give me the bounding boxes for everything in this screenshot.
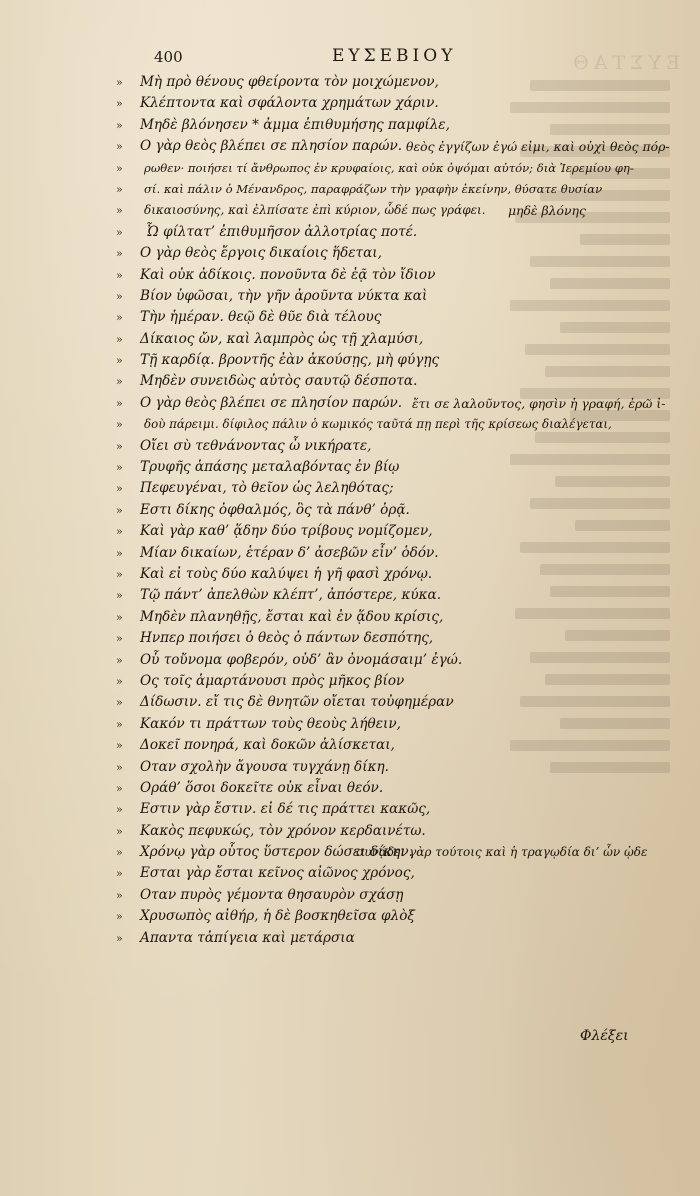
line-text: Κλέπτοντα καὶ σφάλοντα χρημάτων χάριν. — [140, 95, 439, 112]
quote-mark: » — [116, 910, 123, 924]
line-text: Τῷ πάντ’ ἀπελθὼν κλέπτ’, ἀπόστερε, κύκα. — [140, 587, 442, 604]
line-text: Οράθ’ ὅσοι δοκεῖτε οὐκ εἶναι θεόν. — [140, 779, 384, 796]
text-line — [116, 585, 616, 606]
quote-mark: » — [116, 461, 123, 475]
quote-mark: » — [116, 247, 123, 261]
text-line — [116, 928, 616, 949]
text-line — [116, 521, 616, 542]
line-annotation: θεὸς ἐγγίζων ἐγώ εἰμι, καὶ οὐχὶ θεὸς πόρ- — [406, 139, 670, 155]
quote-mark: » — [116, 546, 123, 560]
line-text: Βίον ὑφῶσαι, τὴν γῆν ἀροῦντα νύκτα καὶ — [140, 287, 428, 304]
text-line — [116, 414, 616, 435]
line-text: δοὺ πάρειμι. δίφιλος πάλιν ὁ κωμικός ταῦτά πῃ περὶ τῆς κρίσεως διαλέγεται, — [144, 417, 612, 432]
quote-mark: » — [116, 225, 123, 239]
quote-mark: » — [116, 268, 123, 282]
quote-mark: » — [116, 696, 123, 710]
quote-mark: » — [116, 760, 123, 774]
text-line — [116, 500, 616, 521]
line-text: Κακὸς πεφυκώς, τὸν χρόνον κερδαινέτω. — [140, 822, 426, 839]
quote-mark: » — [116, 396, 123, 410]
quote-mark: » — [116, 567, 123, 581]
text-line — [116, 863, 616, 884]
line-text: Καὶ γὰρ καθ’ ᾅδην δύο τρίβους νομίζομεν, — [140, 523, 433, 540]
text-line — [116, 607, 616, 628]
text-line — [116, 714, 616, 735]
text-line — [116, 307, 616, 328]
text-line — [116, 628, 616, 649]
text-line — [116, 393, 666, 414]
line-text: Τὴν ἡμέραν. θεῷ δὲ θῦε διὰ τέλους — [140, 309, 382, 326]
verse-block — [116, 72, 670, 949]
line-text: Οταν σχολὴν ἄγουσα τυγχάνῃ δίκη. — [140, 758, 389, 775]
line-text: Καὶ οὐκ ἀδίκοις. πονοῦντα δὲ ἐᾷ τὸν ἴδιον — [140, 266, 436, 283]
text-line — [116, 93, 616, 114]
quote-mark: » — [116, 739, 123, 753]
quote-mark: » — [116, 354, 123, 368]
text-line — [116, 200, 616, 221]
quote-mark: » — [116, 653, 123, 667]
quote-mark: » — [116, 674, 123, 688]
line-text: Ὦ φίλτατ’ ἐπιθυμῆσον ἀλλοτρίας ποτέ. — [146, 223, 418, 240]
line-text: Ο γὰρ θεὸς βλέπει σε πλησίον παρών. — [140, 138, 403, 155]
quote-mark: » — [116, 204, 123, 218]
line-text: Δοκεῖ πονηρά, καὶ δοκῶν ἁλίσκεται, — [140, 737, 395, 754]
text-line — [116, 543, 616, 564]
quote-mark: » — [116, 632, 123, 646]
quote-mark: » — [116, 311, 123, 325]
quote-mark: » — [116, 931, 123, 945]
catchword: Φλέξει — [580, 1028, 629, 1044]
quote-mark: » — [116, 781, 123, 795]
quote-mark: » — [116, 140, 123, 154]
line-text: Πεφευγέναι, τὸ θεῖον ὡς λεληθότας; — [140, 480, 394, 497]
line-text: Ηνπερ ποιήσει ὁ θεὸς ὁ πάντων δεσπότης, — [140, 630, 434, 647]
text-line — [116, 778, 616, 799]
text-line — [116, 692, 616, 713]
line-text: Καὶ εἰ τοὺς δύο καλύψει ἡ γῆ φασὶ χρόνῳ. — [140, 565, 433, 582]
line-text: Οταν πυρὸς γέμοντα θησαυρὸν σχάσῃ — [140, 886, 404, 903]
quote-mark: » — [116, 118, 123, 132]
line-text: Χρόνῳ γὰρ οὗτος ὕστερον δώσει δίκην. — [140, 844, 413, 861]
quote-mark: » — [116, 76, 123, 89]
line-text: Ος τοῖς ἁμαρτάνουσι πρὸς μῆκος βίον — [140, 672, 405, 689]
line-text: Μηδὲ βλόνησεν * ἀμμα ἐπιθυμήσης παμφίλε, — [140, 116, 450, 133]
quote-mark: » — [116, 182, 123, 196]
quote-mark: » — [116, 867, 123, 881]
quote-mark: » — [116, 803, 123, 817]
bleed-through-text: ΕΥΣΤΑΘ — [500, 52, 690, 1022]
quote-mark: » — [116, 482, 123, 496]
text-line — [116, 671, 616, 692]
quote-mark: » — [116, 161, 123, 175]
text-line — [116, 821, 616, 842]
line-text: Κακόν τι πράττων τοὺς θεοὺς λήθειν, — [140, 715, 401, 732]
quote-mark: » — [116, 439, 123, 453]
text-line — [116, 650, 616, 671]
line-text: Δίδωσιν. εἴ τις δὲ θνητῶν οἴεται τοὐφημέραν — [140, 694, 454, 711]
line-text: Μὴ πρὸ θένους φθείροντα τὸν μοιχώμενον, — [140, 74, 439, 90]
line-text: Τρυφῆς ἁπάσης μεταλαβόντας ἐν βίῳ — [140, 459, 400, 476]
line-text: Χρυσωπὸς αἰθήρ, ἡ δὲ βοσκηθεῖσα φλὸξ — [140, 908, 415, 925]
text-line — [116, 158, 634, 179]
text-line — [116, 179, 616, 200]
text-line — [116, 350, 616, 371]
quote-mark: » — [116, 503, 123, 517]
quote-mark: » — [116, 824, 123, 838]
line-text: Ο γὰρ θεὸς ἔργοις δικαίοις ἥδεται, — [140, 245, 382, 262]
line-text: Εστιν γὰρ ἔστιν. εἰ δέ τις πράττει κακῶς, — [140, 801, 431, 818]
text-line — [116, 436, 616, 457]
quote-mark: » — [116, 610, 123, 624]
quote-mark: » — [116, 332, 123, 346]
text-line — [116, 222, 616, 243]
line-text: ρωθεν· ποιήσει τί ἄνθρωπος ἐν κρυφαίοις, καὶ οὐκ ὀψόμαι αὐτόν; διὰ Ἱερεμίου φη- — [144, 160, 634, 175]
line-text: Ο γὰρ θεὸς βλέπει σε πλησίον παρών. — [140, 394, 403, 411]
text-line — [116, 371, 616, 392]
quote-mark: » — [116, 375, 123, 389]
text-line — [116, 72, 616, 93]
quote-mark: » — [116, 97, 123, 111]
text-line — [116, 799, 616, 820]
line-text: Μίαν δικαίων, ἑτέραν δ’ ἀσεβῶν εἶν’ ὁδόν. — [140, 544, 439, 561]
text-line — [116, 286, 616, 307]
running-head: ΕΥΣΕΒΙΟΥ — [332, 46, 457, 66]
text-line — [116, 265, 616, 286]
text-line — [116, 735, 616, 756]
line-text: Μηδὲν συνειδὼς αὐτὸς σαυτῷ δέσποτα. — [140, 373, 418, 390]
page-header — [152, 44, 512, 72]
text-line — [116, 564, 616, 585]
line-text: Οὗ τοὔνομα φοβερόν, οὐδ’ ἂν ὀνομάσαιμ’ ἐγώ. — [140, 651, 463, 668]
text-line — [116, 115, 616, 136]
line-text: Τῇ καρδίᾳ. βροντῆς ἐὰν ἀκούσῃς, μὴ φύγῃς — [140, 352, 440, 369]
line-annotation: ἔτι σε λαλοῦντος, φησὶν ἡ γραφή, ἐρῶ ἰ- — [412, 395, 666, 411]
line-text: Απαντα τἀπίγεια καὶ μετάρσια — [140, 929, 355, 946]
line-text: Μηδὲν πλανηθῇς, ἔσται καὶ ἐν ᾅδου κρίσις, — [140, 608, 444, 625]
line-text: Οἴει σὺ τεθνάνοντας ὦ νικήρατε, — [140, 437, 372, 454]
text-line — [116, 329, 616, 350]
line-text: σί. καὶ πάλιν ὁ Μένανδρος, παραφράζων τὴν γραφὴν ἐκείνην, θύσατε θυσίαν — [144, 181, 603, 196]
quote-mark: » — [116, 717, 123, 731]
line-text: Εσται γὰρ ἔσται κεῖνος αἰῶνος χρόνος, — [140, 865, 415, 882]
quote-mark: » — [116, 589, 123, 603]
text-line — [116, 478, 616, 499]
text-line — [116, 243, 616, 264]
quote-mark: » — [116, 525, 123, 539]
page-number: 400 — [154, 48, 183, 66]
quote-mark: » — [116, 888, 123, 902]
text-line — [116, 842, 648, 863]
quote-mark: » — [116, 289, 123, 303]
text-line — [116, 906, 616, 927]
text-line — [116, 885, 616, 906]
line-annotation: συνᾴδει γὰρ τούτοις καὶ ἡ τραγῳδία δι’ ὧν ᾠδε — [356, 845, 648, 860]
line-text: Εστι δίκης ὀφθαλμός, ὃς τὰ πάνθ’ ὁρᾷ. — [140, 501, 410, 518]
text-line — [116, 136, 670, 157]
line-text: Δίκαιος ὤν, καὶ λαμπρὸς ὡς τῇ χλαμύσι, — [140, 330, 424, 347]
text-line — [116, 757, 616, 778]
quote-mark: » — [116, 418, 123, 432]
quote-mark: » — [116, 846, 123, 860]
text-line — [116, 457, 616, 478]
line-annotation: μηδὲ βλόνης — [508, 203, 586, 219]
line-text: δικαιοσύνης, καὶ ἐλπίσατε ἐπὶ κύριον, ὧδέ πως γράφει. — [144, 203, 486, 218]
